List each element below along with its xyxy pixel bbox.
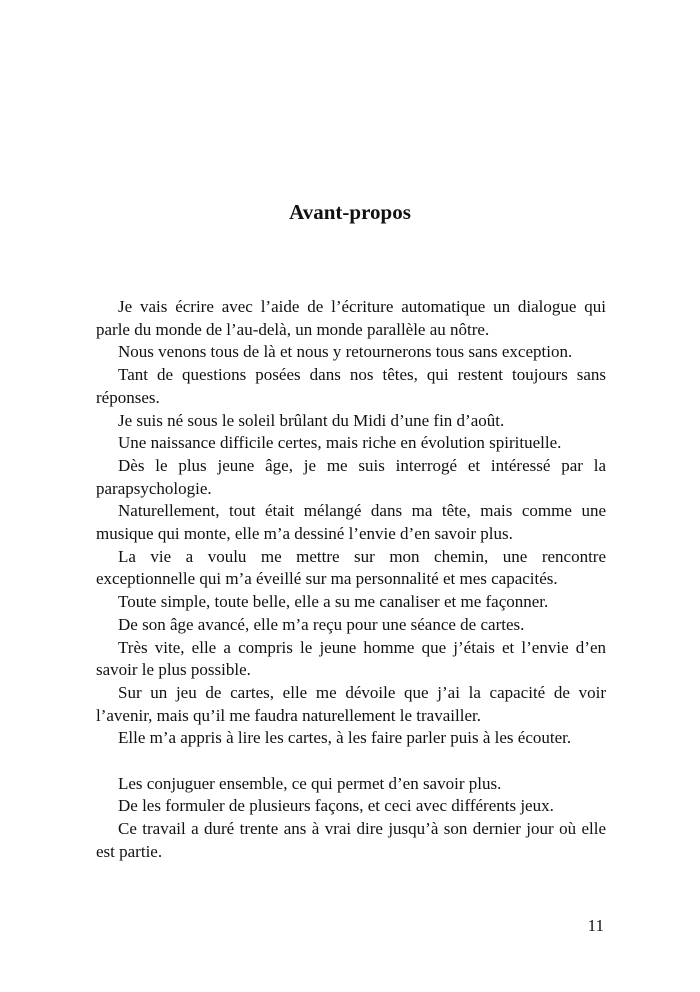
paragraph: Sur un jeu de cartes, elle me dévoile que j’ai la capacité de voir l’avenir, mais qu’il me faudra naturellement le travailler. [96,682,606,725]
paragraph: Très vite, elle a compris le jeune homme que j’étais et l’envie d’en savoir le plus possible. [96,637,606,680]
paragraph: Les conjuguer ensemble, ce qui permet d’en savoir plus. [118,773,502,793]
paragraph: La vie a voulu me mettre sur mon chemin, une rencontre exceptionnelle qui m’a éveillé sur ma personnalité et mes capacités. [96,546,606,589]
paragraph: Tant de questions posées dans nos têtes, qui restent toujours sans réponses. [96,365,606,407]
paragraph: Toute simple, toute belle, elle a su me canaliser et me façonner. [118,592,549,612]
paragraph: Dès le plus jeune âge, je me suis interrogé et intéressé par la parapsychologie. [96,455,606,498]
paragraph: Ce travail a duré trente ans à vrai dire jusqu’à son dernier jour où elle est partie. [96,819,606,861]
page-title: Avant-propos [289,200,411,224]
paragraph: Je suis né sous le soleil brûlant du Midi d’une fin d’août. [118,410,505,430]
paragraph: Je vais écrire avec l’aide de l’écriture automatique un dialogue qui parle du monde de l’au-delà, un monde parallèle au nôtre. [96,297,606,339]
paragraph: Naturellement, tout était mélangé dans ma tête, mais comme une musique qui monte, elle m’a dessiné l’envie d’en savoir plus. [96,501,606,544]
page-number: 11 [587,916,604,935]
paragraph: Une naissance difficile certes, mais riche en évolution spirituelle. [118,433,562,453]
paragraph: De les formuler de plusieurs façons, et ceci avec différents jeux. [118,796,554,816]
paragraph: Nous venons tous de là et nous y retournerons tous sans exception. [118,342,573,362]
paragraph: De son âge avancé, elle m’a reçu pour une séance de cartes. [118,614,525,634]
body-text [96,296,606,864]
paragraph: Elle m’a appris à lire les cartes, à les faire parler puis à les écouter. [118,728,572,748]
